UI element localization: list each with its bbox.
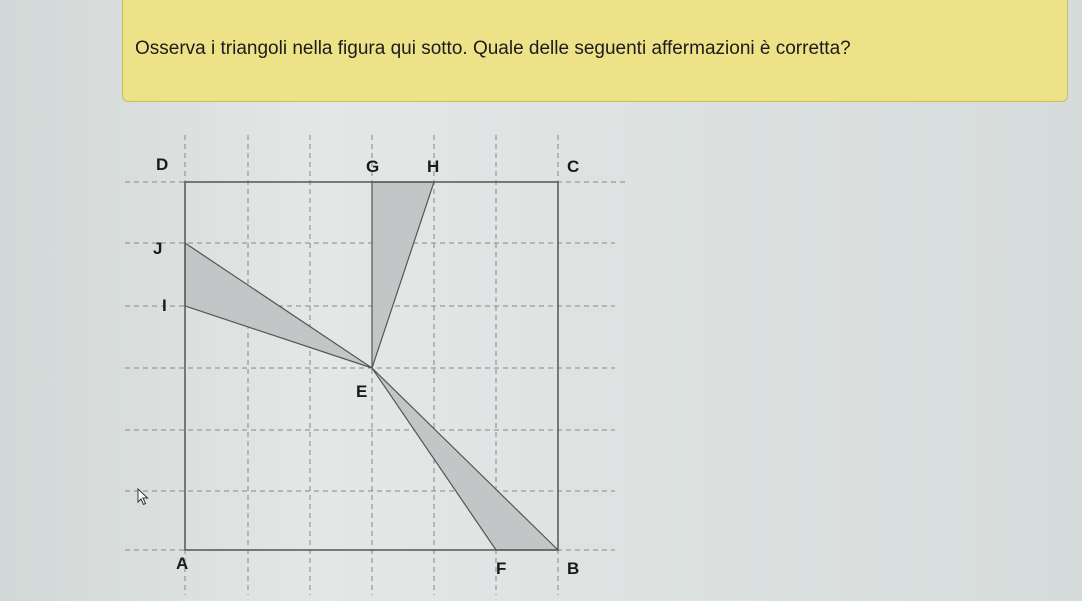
label-point-j: J xyxy=(153,239,163,258)
label-point-a: A xyxy=(176,554,189,573)
label-point-b: B xyxy=(567,559,580,578)
label-point-i: I xyxy=(162,296,167,315)
label-point-c: C xyxy=(567,157,580,176)
question-text: Osserva i triangoli nella figura qui sotto. Quale delle seguenti affermazioni è corretta? xyxy=(135,38,851,59)
label-point-f: F xyxy=(496,559,507,578)
pointer-arrow-icon xyxy=(137,488,149,511)
label-point-d: D xyxy=(156,155,169,174)
label-point-e: E xyxy=(356,382,368,401)
label-point-h: H xyxy=(427,157,440,176)
label-point-g: G xyxy=(366,157,380,176)
triangle-gh-e xyxy=(372,182,434,368)
triangle-e-fb xyxy=(372,368,558,550)
